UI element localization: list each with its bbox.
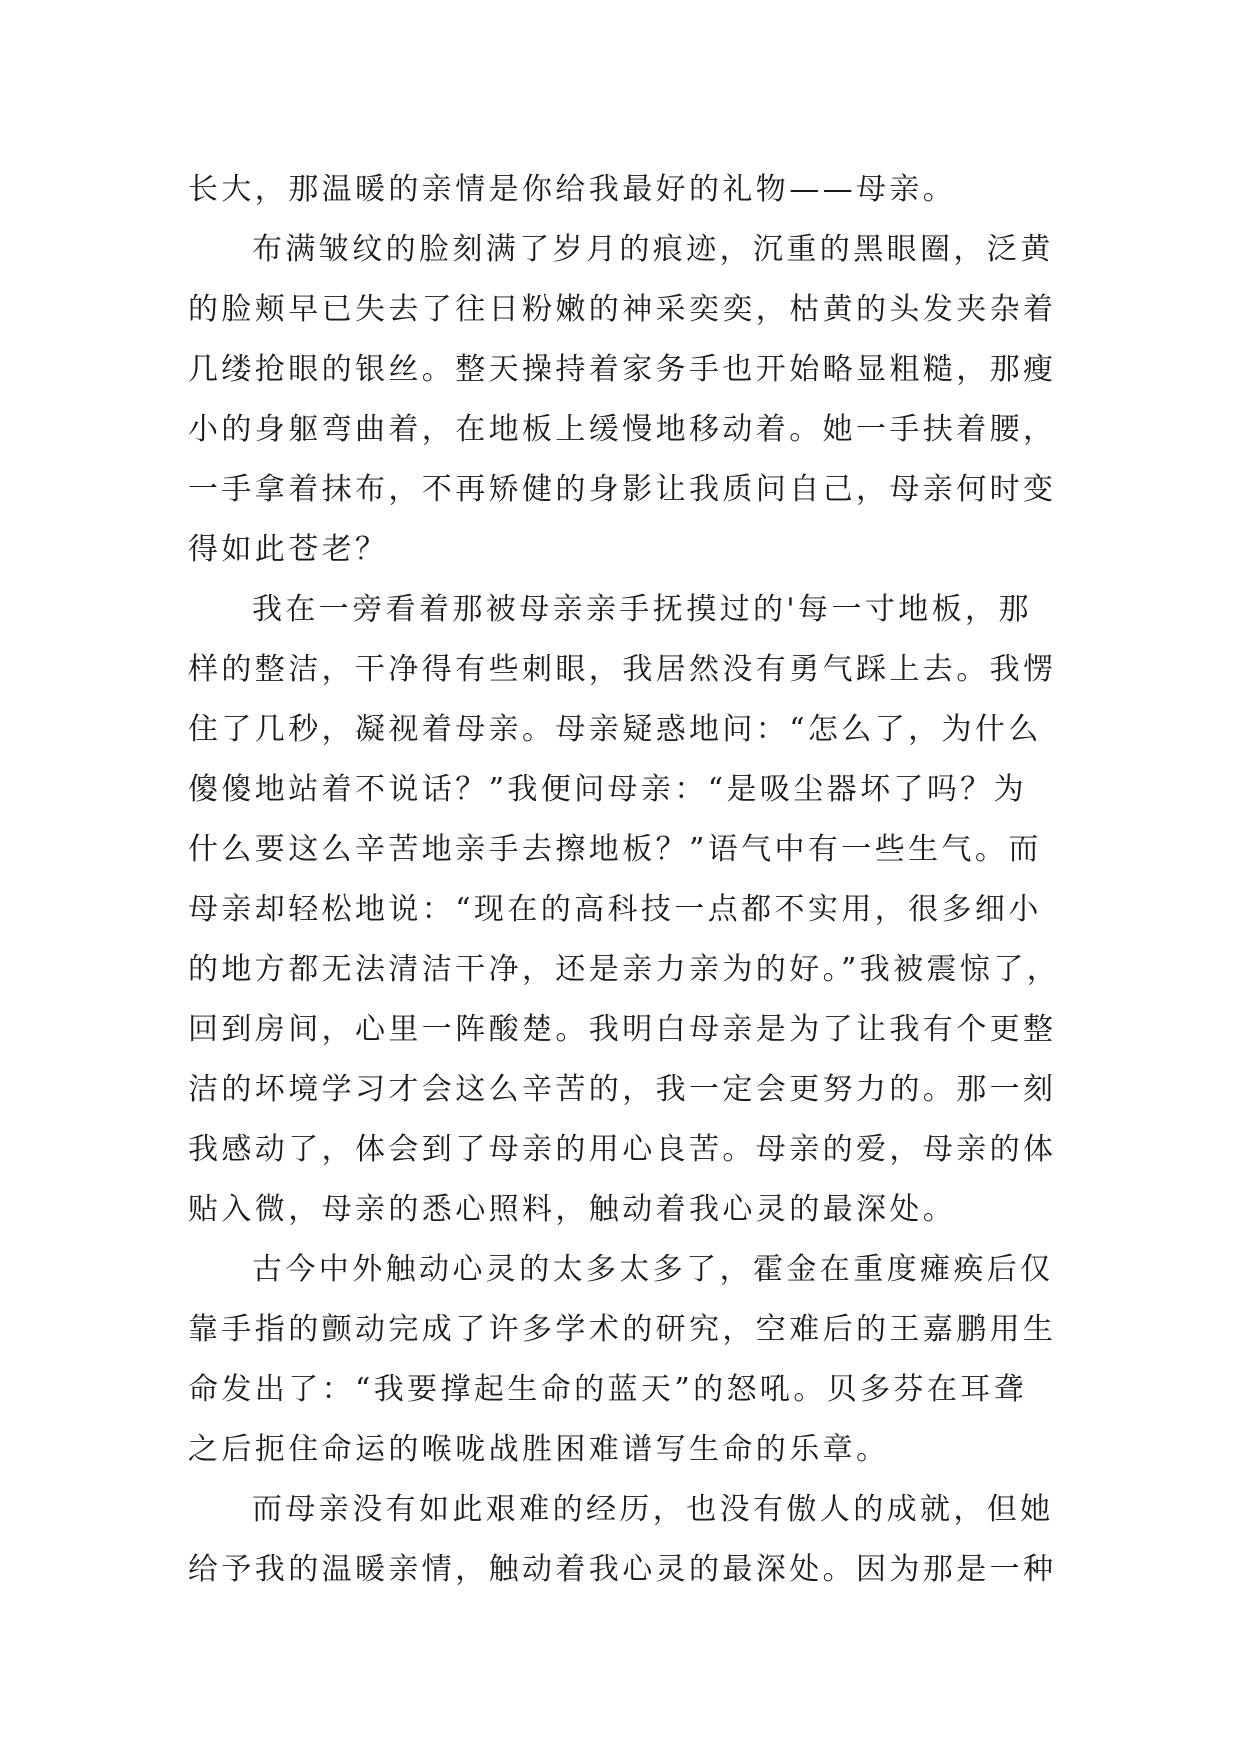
paragraph-5 [188,1480,1058,1600]
text-line: 长大，那温暖的亲情是你给我最好的礼物——母亲。 [188,172,957,207]
text-line: 小的身躯弯曲着，在地板上缓慢地移动着。她一手扶着腰， [188,412,1057,447]
text-line: 古今中外触动心灵的太多太多了，霍金在重度瘫痪后仅 [252,1252,1054,1287]
paragraph-4 [188,1240,1058,1480]
text-line: 我在一旁看着那被母亲亲手抚摸过的'每一寸地板，那 [252,592,1032,627]
document-body [188,160,1061,1600]
text-line: 靠手指的颤动完成了许多学术的研究，空难后的王嘉鹏用生 [188,1312,1057,1347]
text-line: 之后扼住命运的喉咙战胜困难谱写生命的乐章。 [188,1432,890,1467]
text-line: 住了几秒，凝视着母亲。母亲疑惑地问：“怎么了，为什么 [188,712,1042,747]
text-line: 而母亲没有如此艰难的经历，也没有傲人的成就，但她 [252,1492,1054,1527]
text-line: 命发出了：“我要撑起生命的蓝天”的怒吼。贝多芬在耳聋 [188,1372,1028,1407]
paragraph-2 [188,220,1058,580]
text-line: 得如此苍老？ [188,532,389,567]
text-line: 傻傻地站着不说话？”我便问母亲：“是吸尘器坏了吗？为 [188,772,1028,807]
text-line: 洁的坏境学习才会这么辛苦的，我一定会更努力的。那一刻 [188,1072,1057,1107]
text-line: 母亲却轻松地说：“现在的高科技一点都不实用，很多细小 [188,892,1042,927]
text-line: 给予我的温暖亲情，触动着我心灵的最深处。因为那是一种 [188,1552,1057,1587]
text-line: 我感动了，体会到了母亲的用心良苦。母亲的爱，母亲的体 [188,1132,1057,1167]
text-line: 的脸颊早已失去了往日粉嫩的神采奕奕，枯黄的头发夹杂着 [188,292,1057,327]
text-line: 几缕抢眼的银丝。整天操持着家务手也开始略显粗糙，那瘦 [188,352,1057,387]
text-line: 回到房间，心里一阵酸楚。我明白母亲是为了让我有个更整 [188,1012,1057,1047]
text-line: 贴入微，母亲的悉心照料，触动着我心灵的最深处。 [188,1192,957,1227]
paragraph-3 [188,580,1061,1240]
text-line: 一手拿着抹布，不再矫健的身影让我质问自己，母亲何时变 [188,472,1057,507]
text-line: 布满皱纹的脸刻满了岁月的痕迹，沉重的黑眼圈，泛黄 [252,232,1054,267]
text-line: 样的整洁，干净得有些刺眼，我居然没有勇气踩上去。我愣 [188,652,1057,687]
text-line: 的地方都无法清洁干净，还是亲力亲为的好。”我被震惊了， [188,952,1061,987]
paragraph-1 [188,160,1058,220]
text-line: 什么要这么辛苦地亲手去擦地板？”语气中有一些生气。而 [188,832,1042,867]
